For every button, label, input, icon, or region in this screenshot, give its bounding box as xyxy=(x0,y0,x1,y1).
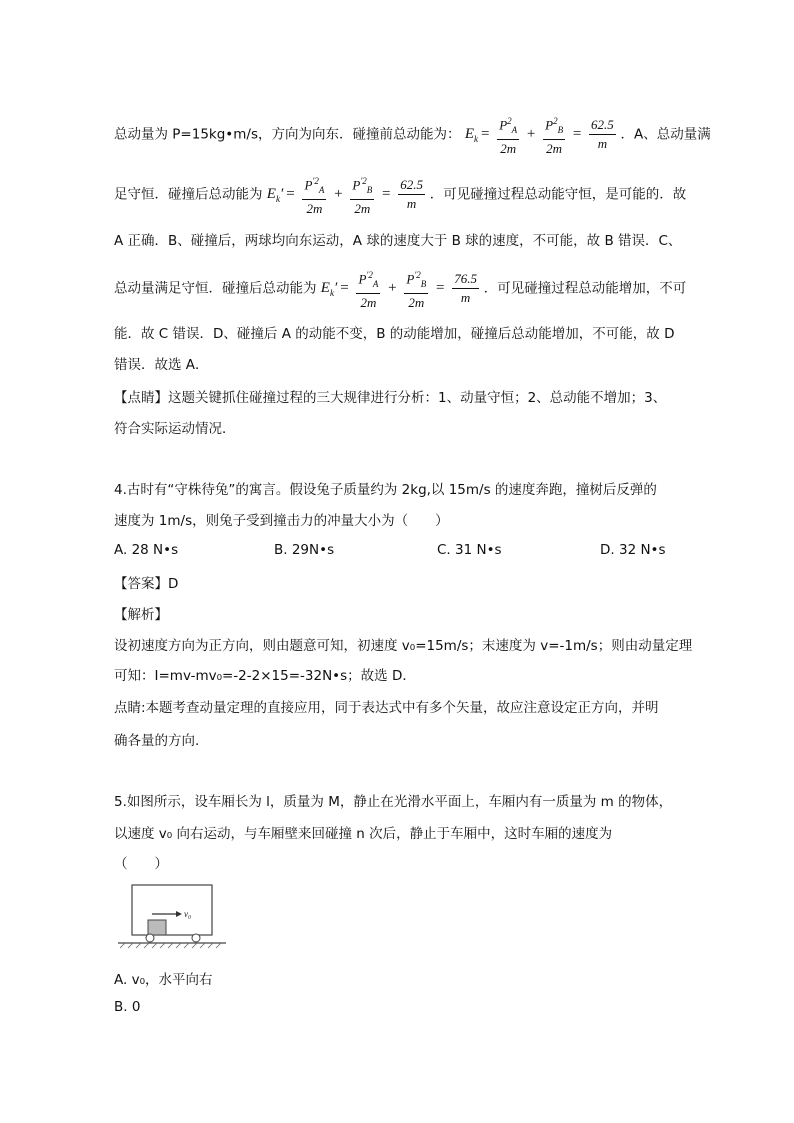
q5-option-a[interactable]: A. v₀，水平向右 xyxy=(114,972,213,988)
wheel-right xyxy=(192,934,200,942)
text-line-8: 符合实际运动情况． xyxy=(114,421,236,437)
text-segment: ．可见碰撞过程总动能守恒，是可能的．故 xyxy=(429,186,687,203)
q4-stem-line-2: 速度为 1m/s，则兔子受到撞击力的冲量大小为（ ） xyxy=(114,513,449,529)
block-object xyxy=(148,920,166,935)
text-line-7: 【点睛】这题关键抓住碰撞过程的三大规律进行分析：1、动量守恒；2、总动能不增加；3、 xyxy=(114,390,667,406)
q4-option-b[interactable]: B. 29N•s xyxy=(274,542,335,558)
q4-note-line-2: 确各量的方向. xyxy=(114,733,200,749)
velocity-label: v₀ xyxy=(184,909,192,919)
q4-analysis-line-2: 可知：I=mv-mv₀=-2-2×15=-32N•s；故选 D． xyxy=(114,668,416,684)
q4-note-line-1: 点睛:本题考查动量定理的直接应用，同于表达式中有多个矢量，故应注意设定正方向，并明 xyxy=(114,700,659,716)
q5-stem-line-1: 5.如图所示，设车厢长为 l，质量为 M，静止在光滑水平面上，车厢内有一质量为 m 的物体， xyxy=(114,794,673,810)
text-line-1 xyxy=(114,112,711,158)
kinetic-energy-formula-after-c: $E_k'$ = $\frac{P^{'2}_A}{2m}$ + $\frac{P^{'2}_B}{2m}$ = $\frac{76.5}{m}$ xyxy=(320,270,477,310)
q5-stem-line-2: 以速度 v₀ 向右运动，与车厢壁来回碰撞 n 次后，静止于车厢中，这时车厢的速度为 xyxy=(114,826,613,842)
text-segment: 总动量为 P=15kg•m/s，方向为向东．碰撞前总动能为： xyxy=(114,126,461,143)
text-segment: 足守恒．碰撞后总动能为 xyxy=(114,186,263,203)
q5-stem-line-3: （ ） xyxy=(114,856,168,872)
carriage-diagram xyxy=(112,878,232,950)
q4-stem-line-1: 4.古时有“守株待兔”的寓言。假设兔子质量约为 2kg,以 15m/s 的速度奔跑，撞树后反弹的 xyxy=(114,482,657,498)
ground-hatch xyxy=(120,943,221,948)
text-line-4 xyxy=(114,266,686,312)
text-segment: 总动量满足守恒．碰撞后总动能为 xyxy=(114,280,317,297)
kinetic-energy-formula-before: $E_k$ = $\frac{P^2_A}{2m}$ + $\frac{P^2_B}{2m}$ = $\frac{62.5}{m}$ xyxy=(464,116,614,156)
text-line-5: 能．故 C 错误．D、碰撞后 A 的动能不变，B 的动能增加，碰撞后总动能增加，不可能，故 D xyxy=(114,326,675,342)
text-line-6: 错误．故选 A． xyxy=(114,357,209,373)
kinetic-energy-formula-after-a: $E_k'$ = $\frac{P^{'2}_A}{2m}$ + $\frac{P^{'2}_B}{2m}$ = $\frac{62.5}{m}$ xyxy=(266,176,423,216)
arrow-head-icon xyxy=(176,911,182,917)
text-line-3: A 正确．B、碰撞后，两球均向东运动，A 球的速度大于 B 球的速度，不可能，故 B 错误．C、 xyxy=(114,233,682,249)
q4-option-d[interactable]: D. 32 N•s xyxy=(600,542,666,558)
q5-option-b[interactable]: B. 0 xyxy=(114,999,141,1015)
text-segment: ．A、总动量满 xyxy=(620,126,711,143)
wheel-left xyxy=(146,934,154,942)
q4-analysis-title: 【解析】 xyxy=(114,607,168,623)
carriage-box xyxy=(132,885,212,935)
q4-answer: 【答案】D xyxy=(114,576,179,592)
text-segment: ．可见碰撞过程总动能增加，不可 xyxy=(483,280,687,297)
q4-option-a[interactable]: A. 28 N•s xyxy=(114,542,179,558)
text-line-2 xyxy=(114,172,686,218)
q4-analysis-line-1: 设初速度方向为正方向，则由题意可知，初速度 v₀=15m/s；末速度为 v=-1m/s；则由动量定理 xyxy=(114,638,693,654)
q4-option-c[interactable]: C. 31 N•s xyxy=(437,542,502,558)
